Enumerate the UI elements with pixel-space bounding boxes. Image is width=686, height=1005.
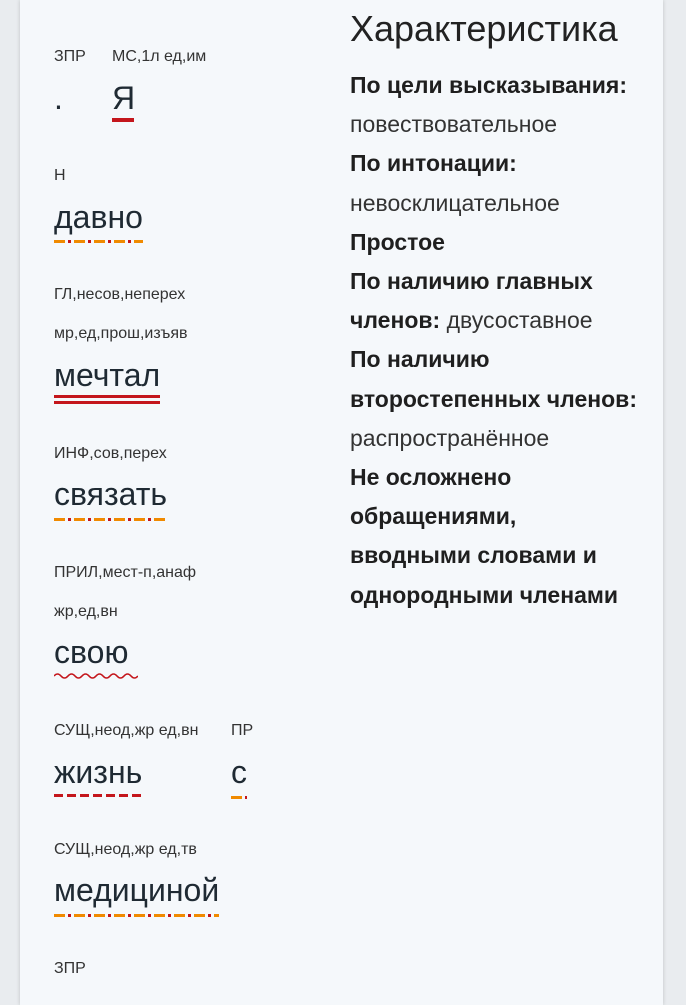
purpose-value: повествовательное	[350, 111, 558, 138]
wavy-line-icon	[54, 672, 138, 680]
attribute-underline	[54, 672, 128, 678]
parse-card	[20, 0, 663, 1005]
complication-label: Не осложнено обращениями, вводными словами и однородными членами	[350, 464, 619, 608]
word-meditsinoy-circumstance[interactable]	[54, 872, 219, 909]
morph-tag-mechtal-1: ГЛ,несов,неперех	[54, 286, 186, 303]
word-svoyu-attribute[interactable]	[54, 634, 128, 671]
word-text: давно	[54, 199, 143, 235]
characteristic-block	[350, 66, 640, 615]
purpose-label: По цели высказывания:	[350, 72, 628, 98]
word-text: мечтал	[54, 357, 161, 393]
word-text: с	[231, 754, 247, 790]
word-text: Я	[112, 80, 136, 116]
word-text: связать	[54, 476, 168, 512]
word-davno-circumstance[interactable]	[54, 199, 143, 236]
morph-tag-s: ПР	[231, 722, 254, 739]
morph-tag-meditsinoy: СУЩ,неод,жр ед,тв	[54, 841, 197, 858]
morph-tag-svyazat: ИНФ,сов,перех	[54, 445, 167, 462]
secondary-members-label: По наличию второстепенных членов:	[350, 346, 637, 412]
morph-tag-zhizn: СУЩ,неод,жр ед,вн	[54, 722, 199, 739]
word-text: жизнь	[54, 754, 143, 790]
circumstance-underline	[231, 796, 247, 799]
object-underline	[54, 794, 142, 797]
word-svyazat-circumstance[interactable]	[54, 476, 167, 513]
morph-tag-svoyu-2: жр,ед,вн	[54, 603, 118, 620]
word-text: свою	[54, 634, 129, 670]
word-s-preposition[interactable]	[231, 754, 247, 791]
main-members-label: По наличию главных членов:	[350, 268, 593, 334]
word-text: .	[54, 80, 63, 116]
simple-label: Простое	[350, 228, 445, 255]
main-members-value: двусоставное	[446, 307, 593, 334]
subject-underline	[112, 118, 134, 122]
word-punct-1[interactable]	[54, 80, 63, 117]
intonation-value: невосклицательное	[350, 189, 560, 216]
characteristic-title: Характеристика	[350, 8, 618, 49]
intonation-label: По интонации:	[350, 150, 517, 177]
word-mechtal-predicate[interactable]	[54, 357, 160, 394]
circumstance-underline	[54, 518, 167, 521]
word-zhizn-object[interactable]	[54, 754, 142, 791]
secondary-members-value: распространённое	[350, 424, 550, 451]
morph-tag-punct-2: ЗПР	[54, 960, 86, 977]
morph-tag-punct-1: ЗПР	[54, 48, 86, 65]
morph-tag-mechtal-2: мр,ед,прош,изъяв	[54, 325, 188, 342]
predicate-underline	[54, 395, 160, 404]
word-text: медициной	[54, 872, 220, 908]
morph-tag-svoyu-1: ПРИЛ,мест-п,анаф	[54, 564, 197, 581]
morph-tag-ya: МС,1л ед,им	[112, 48, 207, 65]
circumstance-underline	[54, 240, 143, 243]
morph-tag-davno: Н	[54, 167, 66, 184]
word-ya-subject[interactable]	[112, 80, 135, 117]
circumstance-underline	[54, 914, 219, 917]
